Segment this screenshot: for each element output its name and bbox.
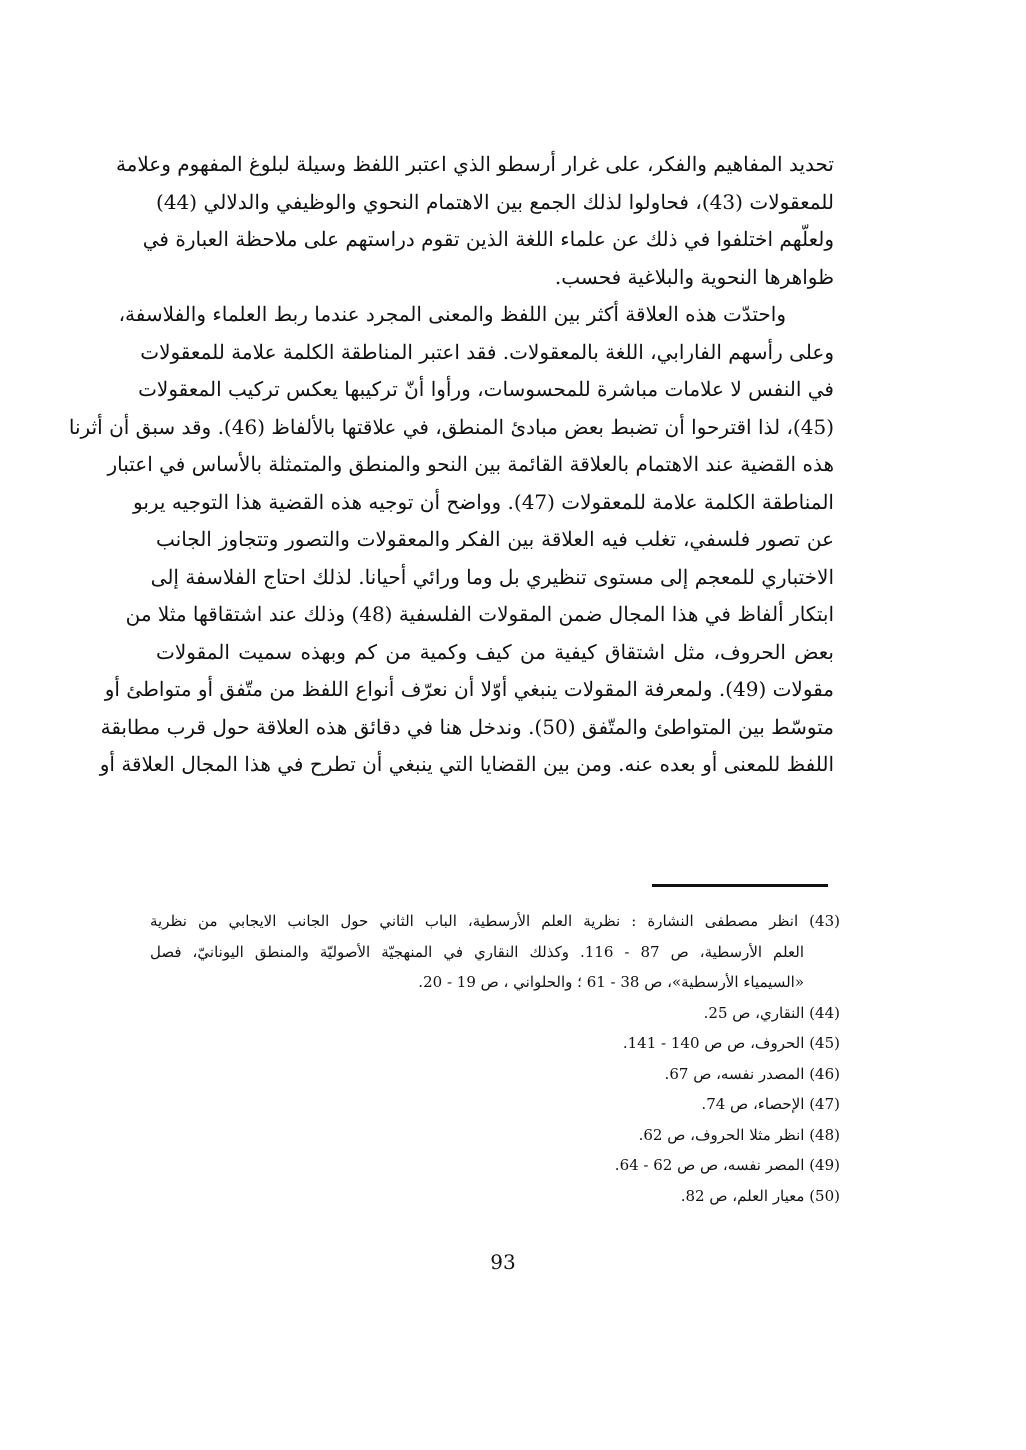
footnote-49: (49) المصر نفسه، ص ص 62 - 64.	[614, 1156, 840, 1174]
page-number: 93	[490, 1250, 516, 1274]
body-line: في النفس لا علامات مباشرة للمحسوسات، ورأوا أنّ تركيبها يعكس تركيب المعقولات	[138, 377, 834, 401]
body-line: تحديد المفاهيم والفكر، على غرار أرسطو الذي اعتبر اللفظ وسيلة لبلوغ المفهوم وعلامة	[115, 152, 834, 176]
body-line: ابتكار ألفاظ في هذا المجال ضمن المقولات الفلسفية (48) وذلك عند اشتقاقها مثلا من	[125, 602, 834, 626]
body-line: عن تصور فلسفي، تغلب فيه العلاقة بين الفكر والمعقولات والتصور وتتجاوز الجانب	[156, 527, 834, 551]
footnote-45: (45) الحروف، ص ص 140 - 141.	[622, 1034, 840, 1052]
body-line: المناطقة الكلمة علامة للمعقولات (47). وواضح أن توجيه هذه القضية هذا التوجيه يربو	[133, 489, 834, 514]
footnotes	[150, 906, 840, 1211]
footnote-43: (43) انظر مصطفى النشارة : نظرية العلم الأرسطية، الباب الثاني حول الجانب الايجابي من نظرية	[150, 912, 840, 930]
body-line: ولعلّهم اختلفوا في ذلك عن علماء اللغة الذين تقوم دراستهم على ملاحظة العبارة في	[142, 227, 834, 251]
footnote-separator	[652, 884, 828, 887]
footnote-47: (47) الإحصاء، ص 74.	[701, 1095, 840, 1113]
body-line: للمعقولات (43)، فحاولوا لذلك الجمع بين الاهتمام النحوي والوظيفي والدلالي (44)	[156, 189, 834, 214]
body-line: الاختباري للمعجم إلى مستوى تنظيري بل وما ورائي أحيانا. لذلك احتاج الفلاسفة إلى	[150, 564, 834, 589]
body-line: متوسّط بين المتواطئ والمتّفق (50). وندخل هنا في دقائق هذه العلاقة حول قرب مطابقة	[100, 714, 834, 739]
body-line: اللفظ للمعنى أو بعده عنه. ومن بين القضايا التي ينبغي أن تطرح في هذا المجال العلاقة أو	[99, 752, 834, 776]
body-line: وعلى رأسهم الفارابي، اللغة بالمعقولات. فقد اعتبر المناطقة الكلمة علامة للمعقولات	[140, 339, 834, 364]
footnote-50: (50) معيار العلم، ص 82.	[680, 1186, 840, 1205]
body-line: (45)، لذا اقترحوا أن تضبط بعض مبادئ المنطق، في علاقتها بالألفاظ (46). وقد سبق أن أثرنا	[68, 414, 834, 439]
body-line: بعض الحروف، مثل اشتقاق كيفية من كيف وكمية من كم وبهذه سميت المقولات	[156, 639, 834, 664]
footnote-46: (46) المصدر نفسه، ص 67.	[664, 1064, 840, 1083]
body-line: ظواهرها النحوية والبلاغية فحسب.	[554, 264, 834, 289]
body-text	[68, 146, 834, 784]
body-line: واحتدّت هذه العلاقة أكثر بين اللفظ والمعنى المجرد عندما ربط العلماء والفلاسفة،	[118, 302, 786, 326]
footnote-43-continued: العلم الأرسطية، ص 87 - 116. وكذلك النقاري في المنهجيّة الأصوليّة والمنطق اليونانيّ، فصل	[150, 942, 804, 961]
footnote-43-continued: «السيمياء الأرسطية»، ص 38 - 61 ؛ والحلواني ، ص 19 - 20.	[418, 973, 804, 991]
body-line: مقولات (49). ولمعرفة المقولات ينبغي أوّلا أن نعرّف أنواع اللفظ من متّفق أو متواطئ أو	[104, 677, 834, 701]
body-line: هذه القضية عند الاهتمام بالعلاقة القائمة بين النحو والمنطق والمتمثلة بالأساس في اعتبار	[107, 452, 834, 476]
footnote-44: (44) النقاري، ص 25.	[703, 1003, 840, 1022]
footnote-48: (48) انظر مثلا الحروف، ص 62.	[638, 1125, 840, 1144]
